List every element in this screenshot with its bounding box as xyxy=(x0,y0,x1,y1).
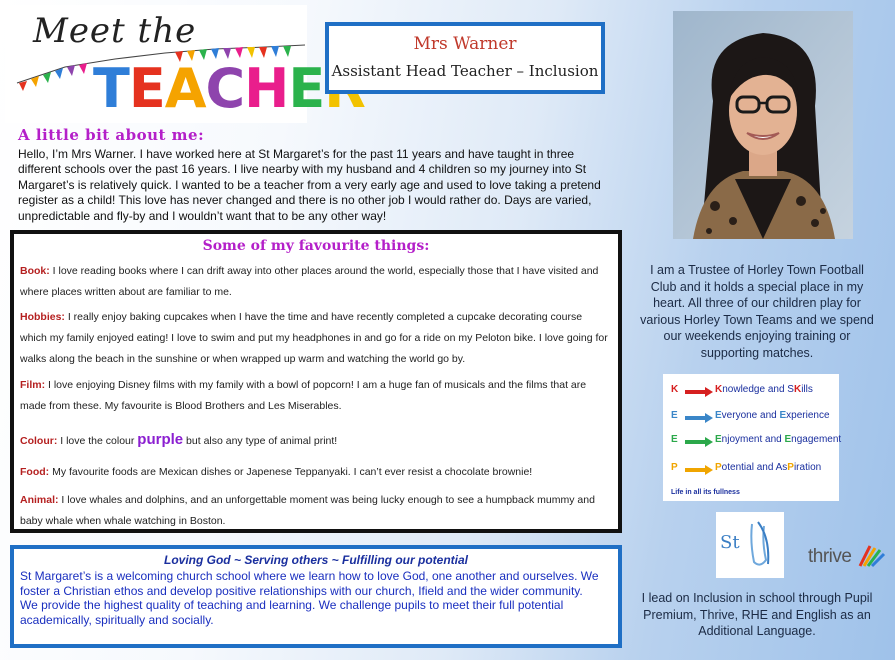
school-logo xyxy=(716,512,784,578)
keyee-footer: Life in all its fullness xyxy=(671,489,740,496)
favourite-text: I love enjoying Disney films with my family with a bowl of popcorn! I am a huge fan of musicals and the films that are made from these. My favourite is Blood Brothers and Les Miserables. xyxy=(20,379,587,412)
favourite-label: Animal: xyxy=(20,494,59,506)
favourites-heading: Some of my favourite things: xyxy=(202,238,430,254)
purple-highlight: purple xyxy=(137,431,184,448)
thrive-logo xyxy=(806,542,880,576)
meet-the-teacher-logo xyxy=(5,5,325,123)
keyee-row xyxy=(671,434,842,450)
keyee-text: Enjoyment and Engagement xyxy=(715,434,842,445)
keyee-letter: E xyxy=(671,434,678,445)
about-heading: A little bit about me: xyxy=(18,126,205,144)
favourite-text: but also any type of animal print! xyxy=(183,435,338,447)
green-arrow-icon xyxy=(685,437,713,447)
favourite-label: Film: xyxy=(20,379,46,391)
name-box xyxy=(325,22,605,94)
favourite-label: Book: xyxy=(20,265,50,277)
keyee-row xyxy=(671,384,839,400)
logo-letter: T xyxy=(93,57,129,120)
favourite-label: Colour: xyxy=(20,435,58,447)
about-text: Hello, I’m Mrs Warner. I have worked here at St Margaret’s for the past 11 years and have taught in three different schools over the past 16 years. I live nearby with my husband and 4 children so my journey into St Margaret’s is relatively quick. I wanted to be a teacher from a very early age and used to love taking a pretend register as a child! This love has never changed and there is no other job I would rather do. Days are varied, unpredictable and fly-by and I wouldn’t want that to be any other way! xyxy=(18,147,601,223)
favourite-label: Food: xyxy=(20,466,50,478)
favourite-label: Hobbies: xyxy=(20,311,65,323)
mission-paragraph: St Margaret’s is a welcoming church school where we learn how to love God, one another and ourselves. We foster a Christian ethos and develop positive relationships with our church, Ifield and the wider community. xyxy=(20,569,599,598)
favourite-film xyxy=(20,375,610,417)
keyee-text: Knowledge and SKills xyxy=(715,384,813,395)
mission-box xyxy=(10,545,622,648)
favourite-food xyxy=(20,462,610,483)
logo-line1: Meet the xyxy=(33,11,197,51)
favourite-colour xyxy=(20,429,610,452)
favourite-hobbies xyxy=(20,307,610,370)
thrive-logo-icon xyxy=(856,540,886,570)
trustee-text: I am a Trustee of Horley Town Football Club and it holds a special place in my heart. All three of our children play for various Horley Town Teams and we spend our weekends enjoying training or supporting matches. xyxy=(640,263,874,360)
logo-letter: H xyxy=(244,57,289,120)
logo-letter: A xyxy=(164,57,206,120)
favourites-box xyxy=(10,230,622,533)
thrive-logo-text: thrive xyxy=(808,546,852,567)
keyee-row xyxy=(671,410,839,426)
keyee-text: Potential and AsPiration xyxy=(715,462,822,473)
inclusion-text: I lead on Inclusion in school through Pupil Premium, Thrive, RHE and English as an Additional Language. xyxy=(641,591,873,638)
keyee-row xyxy=(671,462,839,478)
red-arrow-icon xyxy=(685,387,713,397)
keyee-letter: K xyxy=(671,384,679,395)
teacher-role: Assistant Head Teacher – Inclusion xyxy=(331,62,599,80)
mission-heading: Loving God ~ Serving others ~ Fulfilling our potential xyxy=(163,553,468,567)
keyee-letter: P xyxy=(671,462,678,473)
favourite-text: I love the colour xyxy=(57,435,138,447)
teacher-name: Mrs Warner xyxy=(413,34,517,54)
favourite-animal xyxy=(20,490,610,532)
favourite-book xyxy=(20,261,610,303)
favourite-text: I really enjoy baking cupcakes when I have the time and have recently completed a cupcake decorating course which my family enjoyed eating! I love to swim and put my headphones in and go for a ride on my Peloton bike. I love going for walks along the beach in the sunshine or when wrapped up warm and watching the world go by. xyxy=(20,311,608,365)
mission-paragraph: We provide the highest quality of teaching and learning. We challenge pupils to meet their full potential academically, spiritually and socially. xyxy=(20,598,564,627)
favourite-text: I love whales and dolphins, and an unforgettable moment was being lucky enough to see a humpback mummy and baby whale when whale watching in Boston. xyxy=(20,494,595,527)
blue-arrow-icon xyxy=(685,413,713,423)
logo-letter: C xyxy=(205,57,245,120)
keyee-values-box xyxy=(663,374,842,501)
yellow-arrow-icon xyxy=(685,465,713,475)
favourite-text: My favourite foods are Mexican dishes or Japenese Teppanyaki. I can’t ever resist a chocolate brownie! xyxy=(49,466,533,478)
favourite-text: I love reading books where I can drift away into other places around the world, especially those that I have visited and where places written about are familiar to me. xyxy=(20,265,599,298)
keyee-letter: E xyxy=(671,410,678,421)
teacher-photo xyxy=(673,11,853,239)
logo-letter: E xyxy=(288,57,325,120)
school-logo-st: St xyxy=(720,532,740,553)
mission-body xyxy=(20,569,610,627)
keyee-text: Everyone and Experience xyxy=(715,410,830,421)
logo-letter: E xyxy=(128,57,165,120)
